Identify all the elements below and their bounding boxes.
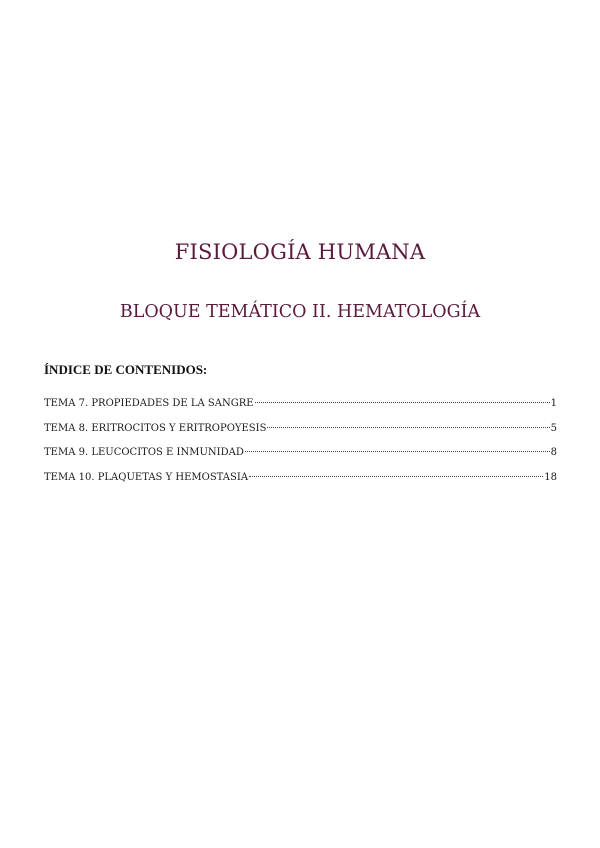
toc-leader-dots <box>245 451 550 452</box>
toc-entry-page: 1 <box>550 398 557 409</box>
toc-entry-page: 18 <box>544 471 557 483</box>
index-heading: ÍNDICE DE CONTENIDOS: <box>44 362 208 377</box>
document-subtitle: BLOQUE TEMÁTICO II. HEMATOLOGÍA <box>119 302 481 322</box>
toc-entry-tema-10[interactable] <box>44 472 557 497</box>
toc-entry-label: TEMA 8. ERITROCITOS Y ERITROPOYESIS <box>44 422 267 434</box>
toc-leader-dots <box>249 476 543 477</box>
toc-entry-label: TEMA 10. PLAQUETAS Y HEMOSTASIA <box>44 471 249 483</box>
toc-entry-label: TEMA 9. LEUCOCITOS E INMUNIDAD <box>44 447 244 458</box>
table-of-contents <box>44 398 557 496</box>
toc-leader-dots <box>267 427 549 428</box>
toc-entry-tema-9[interactable] <box>44 447 557 472</box>
toc-entry-tema-8[interactable] <box>44 423 557 448</box>
toc-entry-label: TEMA 7. PROPIEDADES DE LA SANGRE <box>44 398 254 409</box>
toc-entry-page: 8 <box>550 447 557 458</box>
toc-entry-page: 5 <box>550 422 557 434</box>
document-title: FISIOLOGÍA HUMANA <box>174 240 426 264</box>
toc-entry-tema-7[interactable] <box>44 398 557 423</box>
toc-leader-dots <box>255 402 550 403</box>
